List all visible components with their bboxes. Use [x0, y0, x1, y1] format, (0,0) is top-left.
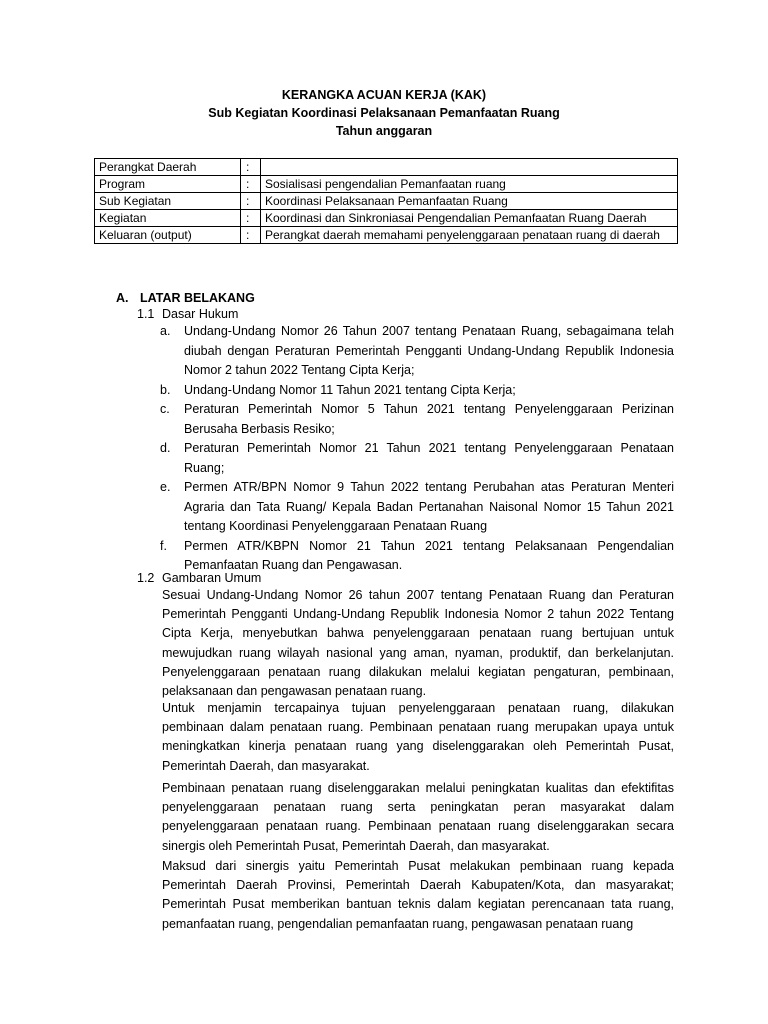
- list-item-marker: b.: [160, 382, 171, 397]
- row-separator: :: [241, 227, 261, 244]
- section-a-title: LATAR BELAKANG: [140, 291, 255, 305]
- info-table: [94, 158, 678, 244]
- list-item-text: Undang-Undang Nomor 11 Tahun 2021 tentang Cipta Kerja;: [184, 382, 516, 397]
- section-a-marker: A.: [116, 291, 129, 305]
- table-row: [95, 210, 678, 227]
- table-row: [95, 176, 678, 193]
- list-item: [160, 478, 674, 537]
- legal-basis-list: [160, 322, 674, 576]
- row-separator: :: [241, 210, 261, 227]
- list-item-marker: c.: [160, 402, 170, 416]
- row-value: Koordinasi dan Sinkroniasai Pengendalian Pemanfaatan Ruang Daerah: [261, 210, 678, 227]
- subsection-1-1-number: 1.1: [137, 307, 155, 321]
- subsection-1-2-number: 1.2: [137, 571, 155, 585]
- list-item-marker: e.: [160, 480, 171, 494]
- row-separator: :: [241, 176, 261, 193]
- list-item-text: Peraturan Pemerintah Nomor 21 Tahun 2021 tentang Penyelenggaraan Penataan Ruang;: [184, 441, 674, 475]
- row-separator: :: [241, 193, 261, 210]
- list-item-text: Permen ATR/BPN Nomor 9 Tahun 2022 tentang Perubahan atas Peraturan Menteri Agraria dan Tata Ruang/ Kepala Badan Pertanahan Naisonal Nomor 15 Tahun 2021 tentang Koordinasi Penyelenggaraan Penataan Ruang: [184, 480, 674, 533]
- row-label: Kegiatan: [95, 210, 241, 227]
- list-item-text: Peraturan Pemerintah Nomor 5 Tahun 2021 tentang Penyelenggaraan Perizinan Berusaha Berbasis Resiko;: [184, 402, 674, 436]
- document-year-label: Tahun anggaran: [335, 124, 433, 138]
- list-item-text: Permen ATR/KBPN Nomor 21 Tahun 2021 tentang Pelaksanaan Pengendalian Pemanfaatan Ruang dan Pengawasan.: [184, 538, 674, 572]
- paragraph: Sesuai Undang-Undang Nomor 26 tahun 2007 tentang Penataan Ruang dan Peraturan Pemerintah Pengganti Undang-Undang Republik Indonesia Nomor 2 tahun 2022 Tentang Cipta Kerja, menyebutkan bahwa penyelenggaraan penataan ruang bertujuan untuk mewujudkan ruang wilayah nasional yang aman, nyaman, produktif, dan berkelanjutan. Penyelenggaraan penataan ruang dilakukan melalui kegiatan pengaturan, pembinaan, pelaksanaan dan pengawasan penataan ruang.: [162, 588, 674, 699]
- row-value: [261, 159, 678, 176]
- table-row: [95, 159, 678, 176]
- row-value: Koordinasi Pelaksanaan Pemanfaatan Ruang: [261, 193, 678, 210]
- document-subtitle: Sub Kegiatan Koordinasi Pelaksanaan Pemanfaatan Ruang: [208, 106, 560, 120]
- subsection-1-2-title: Gambaran Umum: [162, 571, 262, 585]
- list-item: [160, 439, 674, 478]
- paragraph: Maksud dari sinergis yaitu Pemerintah Pusat melakukan pembinaan ruang kepada Pemerintah Daerah Provinsi, Pemerintah Daerah Kabupaten/Kota, dan masyarakat; Pemerintah Pusat memberikan bantuan teknis dalam kegiatan perencanaan tata ruang, pemanfaatan ruang, pengendalian pemanfaatan ruang, pengawasan penataan ruang: [162, 859, 674, 931]
- list-item-text: Undang-Undang Nomor 26 Tahun 2007 tentang Penataan Ruang, sebagaimana telah diubah dengan Peraturan Pemerintah Pengganti Undang-Undang Republik Indonesia Nomor 2 tahun 2022 Tentang Cipta Kerja;: [184, 324, 674, 377]
- table-row: [95, 193, 678, 210]
- list-item: [160, 400, 674, 439]
- row-label: Perangkat Daerah: [95, 159, 241, 176]
- row-label: Program: [95, 176, 241, 193]
- row-value: Sosialisasi pengendalian Pemanfaatan ruang: [261, 176, 678, 193]
- list-item-marker: f.: [160, 538, 167, 553]
- list-item: [160, 322, 674, 381]
- row-value: Perangkat daerah memahami penyelenggaraan penataan ruang di daerah: [261, 227, 678, 244]
- table-row: [95, 227, 678, 244]
- row-label: Sub Kegiatan: [95, 193, 241, 210]
- subsection-1-1-title: Dasar Hukum: [162, 307, 239, 321]
- list-item-marker: d.: [160, 441, 171, 455]
- paragraph: Pembinaan penataan ruang diselenggarakan melalui peningkatan kualitas dan efektifitas penyelenggaraan penataan ruang serta peningkatan peran masyarakat dalam penyelenggaraan penataan ruang. Pembinaan penataan ruang diselenggarakan secara sinergis oleh Pemerintah Pusat, Pemerintah Daerah, dan masyarakat.: [162, 781, 674, 853]
- row-label: Keluaran (output): [95, 227, 241, 244]
- list-item: [160, 381, 674, 401]
- paragraph: Untuk menjamin tercapainya tujuan penyelenggaraan penataan ruang, dilakukan pembinaan dalam penataan ruang. Pembinaan penataan ruang merupakan upaya untuk meningkatkan kinerja penataan ruang yang diselenggarakan oleh Pemerintah Pusat, Pemerintah Daerah, dan masyarakat.: [162, 701, 674, 773]
- document-title: KERANGKA ACUAN KERJA (KAK): [281, 88, 487, 102]
- row-separator: :: [241, 159, 261, 176]
- list-item-marker: a.: [160, 324, 171, 338]
